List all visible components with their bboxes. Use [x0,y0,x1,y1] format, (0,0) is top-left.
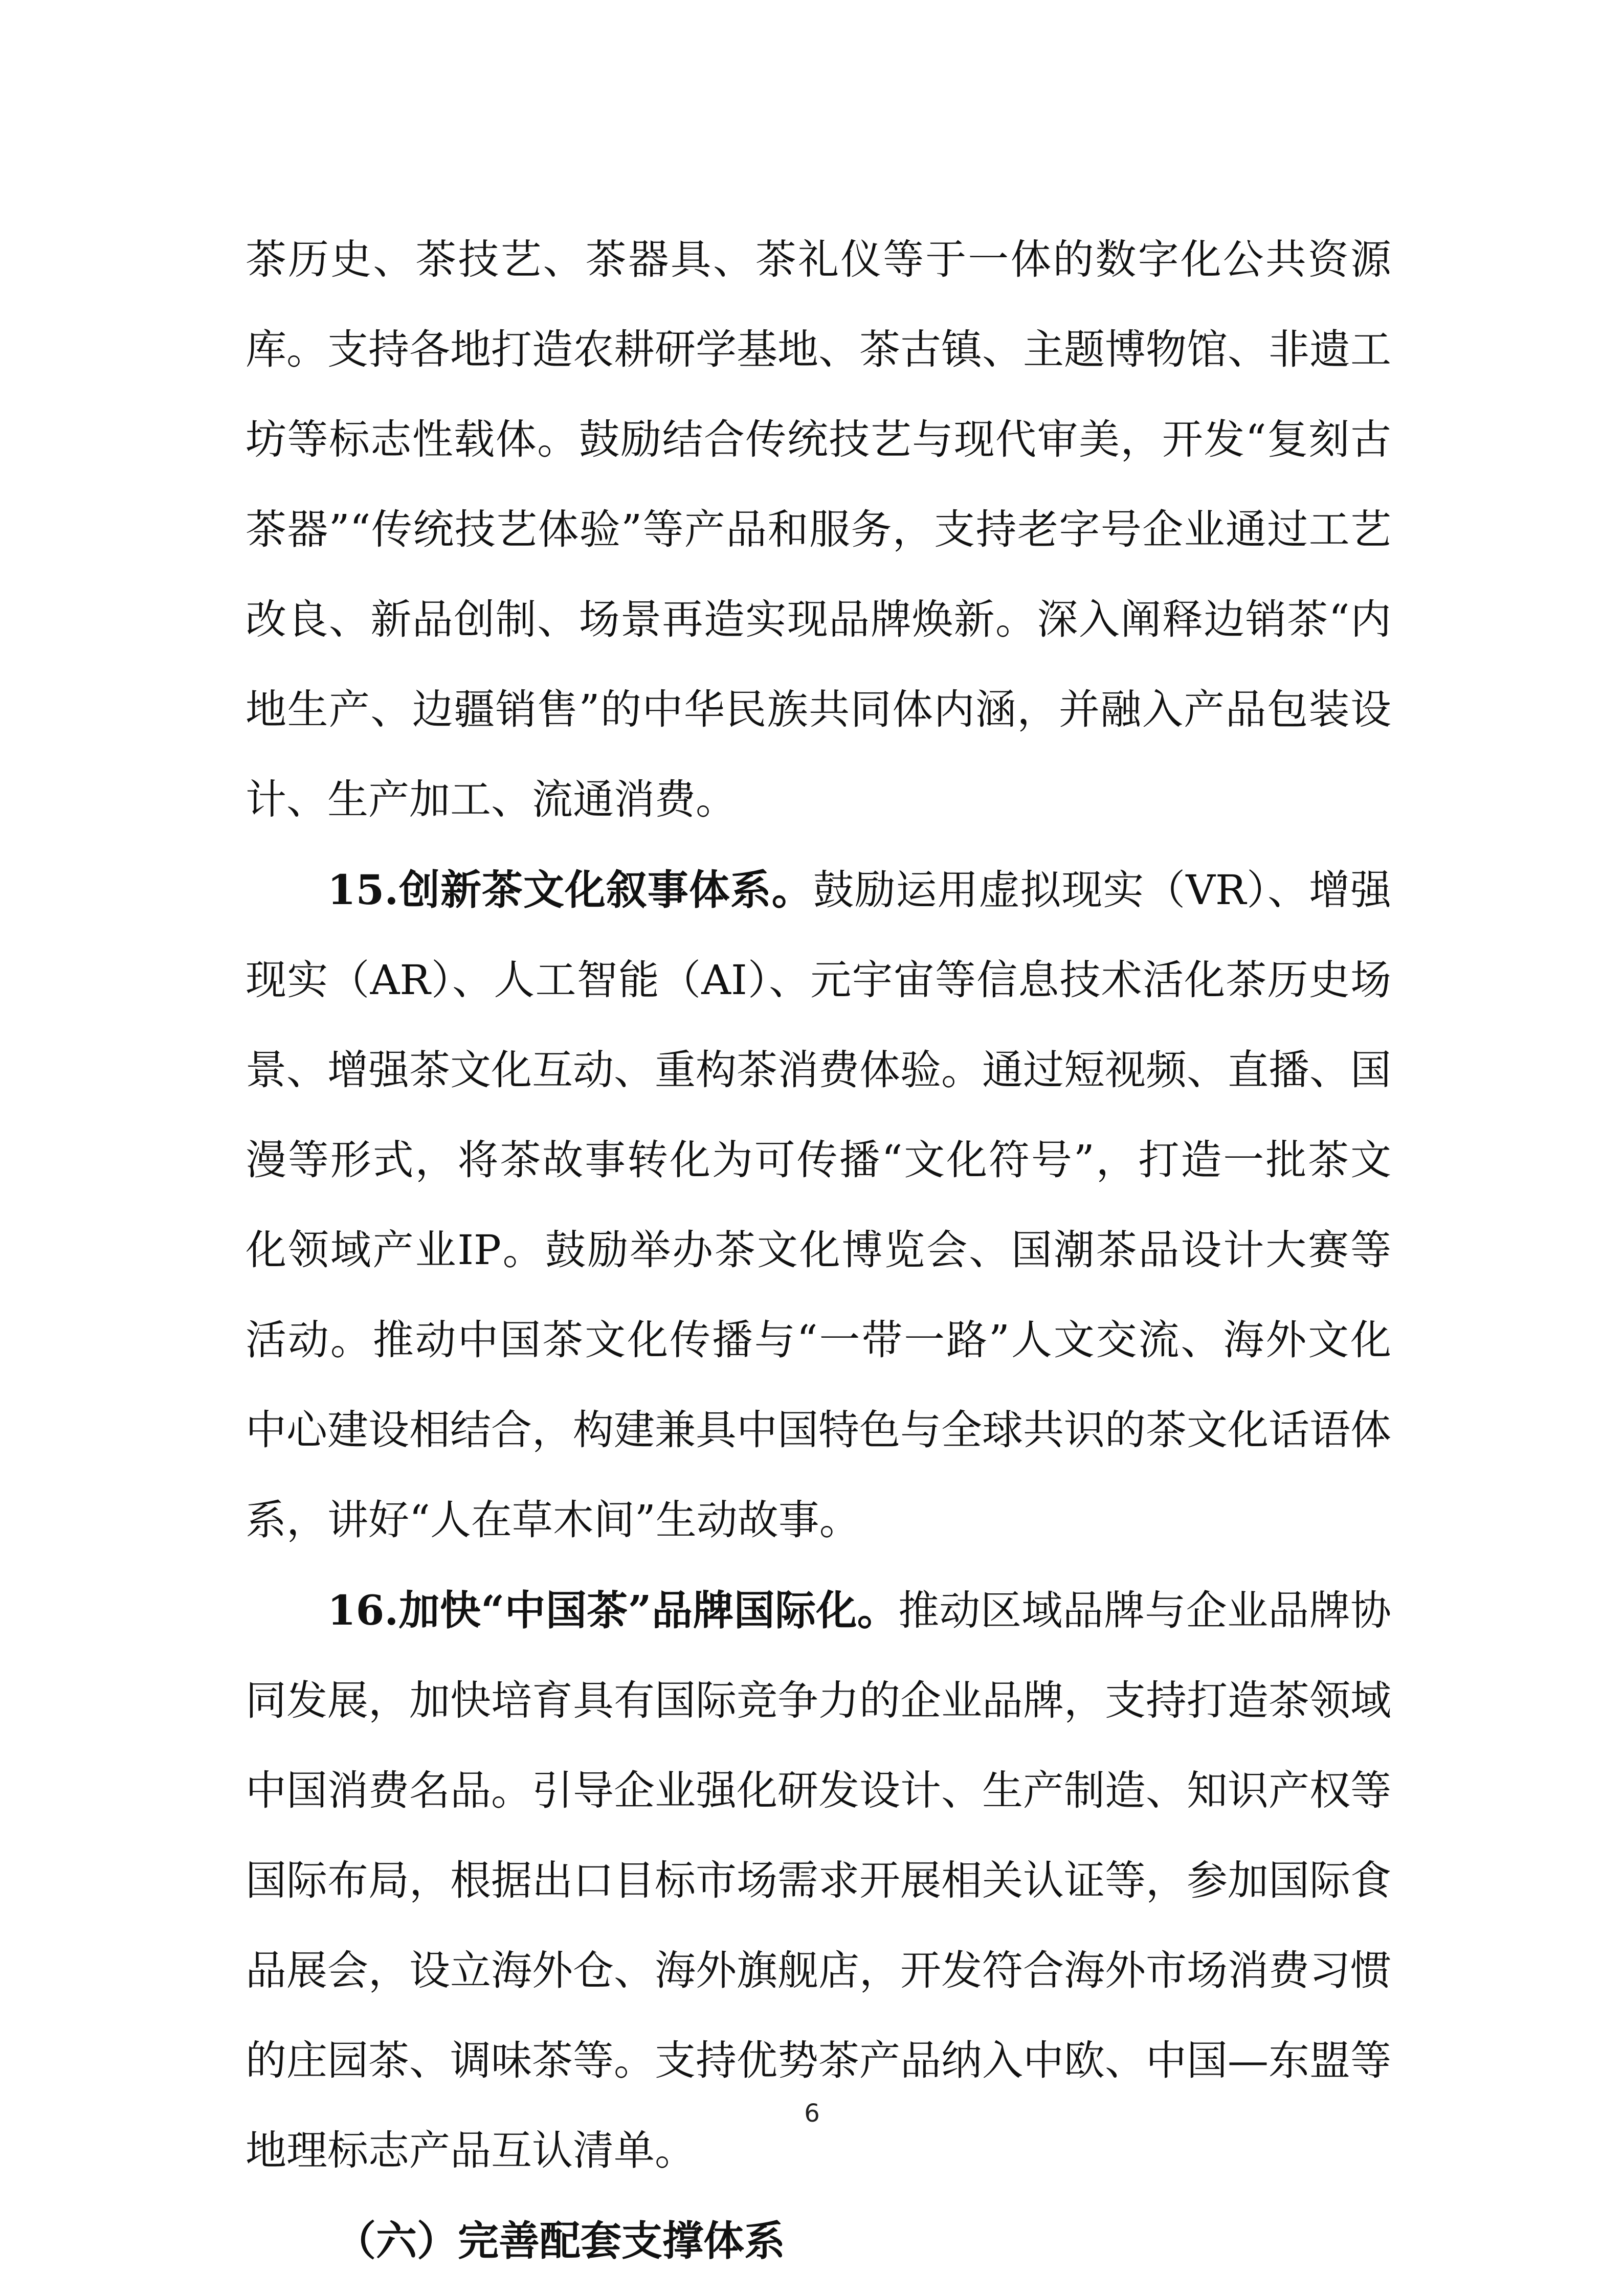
paragraph-text: 茶历史、茶技艺、茶器具、茶礼仪等于一体的数字化公共资源库。支持各地打造农耕研学基地、茶古镇、主题博物馆、非遗工坊等标志性载体。鼓励结合传统技艺与现代审美，开发“复刻古茶器”“传统技艺体验”等产品和服务，支持老字号企业通过工艺改良、新品创制、场景再造实现品牌焕新。深入阐释边销茶“内地生产、边疆销售”的中华民族共同体内涵，并融入产品包装设计、生产加工、流通消费。 [246,236,1391,823]
page-number: 6 [804,2099,820,2128]
paragraph-item-15 [246,845,1391,1565]
paragraph-text: 推动区域品牌与企业品牌协同发展，加快培育具有国际竞争力的企业品牌，支持打造茶领域中国消费名品。引导企业强化研发设计、生产制造、知识产权等国际布局，根据出口目标市场需求开展相关认证等，参加国际食品展会，设立海外仓、海外旗舰店，开发符合海外市场消费习惯的庄园茶、调味茶等。支持优势茶产品纳入中欧、中国—东盟等地理标志产品互认清单。 [246,1587,1392,2174]
section-heading: （六）完善配套支撑体系 [335,2217,785,2265]
document-body [246,215,1391,2286]
paragraph-continuation [246,215,1391,845]
paragraph-lead: 16.加快“中国茶”品牌国际化。 [327,1586,899,1634]
paragraph-lead: 15.创新茶文化叙事体系。 [327,866,813,914]
paragraph-text: 鼓励运用虚拟现实（VR）、增强现实（AR）、人工智能（AI）、元宇宙等信息技术活化茶历史场景、增强茶文化互动、重构茶消费体验。通过短视频、直播、国漫等形式，将茶故事转化为可传播“文化符号”，打造一批茶文化领域产业IP。鼓励举办茶文化博览会、国潮茶品设计大赛等活动。推动中国茶文化传播与“一带一路”人文交流、海外文化中心建设相结合，构建兼具中国特色与全球共识的茶文化话语体系，讲好“人在草木间”生动故事。 [246,866,1391,1544]
